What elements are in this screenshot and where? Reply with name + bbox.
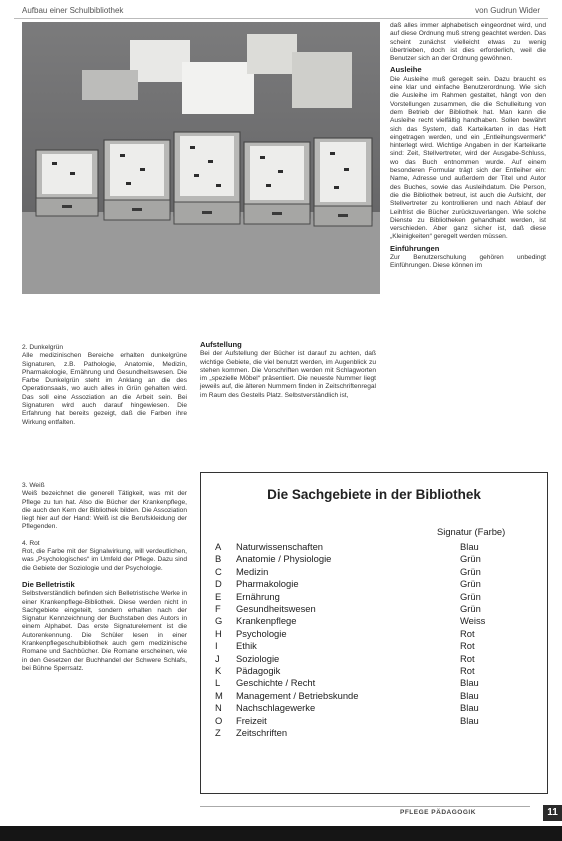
paragraph: Die Ausleihe muß geregelt sein. Dazu braucht es eine klar und einfache Benutzerordnung. Wie sich die Ausleihe im Rahmen gestaltet, hängt von den Vorstellungen zusammen, die die Schulleitung von dem Betrieb der Bibliothek hat. Man kann die Ausleihe recht vielfältig handhaben. Sollen bewährt sich das System, daß Karteikarten in das Heft eingetragen werden, und ein „Entleihungsvermerk“ hinterlegt wird. Wichtige Angaben in der Karteikarte sind: Zeit, Stellvertreter, wird der Ausgabe-Schluss, wo das Buch entnommen wurde. Auf einem besonderen Formular trägt sich der Entleiher ein: Name, Adresse und außerdem der Titel und Autor des Buches, sowie das Ausleihdatum. Die Person, die die Bibliothek betreut, ist auch die Aufsicht, der Stellvertreter zu kontrollieren und nach Ablauf der Leihfrist die Bücher zurückzuverlangen. Wie solche Dienste zu Bibliotheken gehandhabt werden, ist verschieden. Aber ganz sicher ist, daß diese „Kleinigkeiten“ geregelt werden müssen. <box>390 75 546 241</box>
row-signature-color: Blau <box>460 677 479 689</box>
row-signature-color: Rot <box>460 665 475 676</box>
row-subject: Ernährung <box>236 590 280 602</box>
row-subject: Ethik <box>236 640 257 652</box>
subject-areas-box <box>200 472 548 794</box>
row-subject: Medizin <box>236 565 269 577</box>
row-subject: Pharmakologie <box>236 578 299 590</box>
paragraph: Alle medizinischen Bereiche erhalten dunkelgrüne Signaturen, z.B. Pathologie, Anatomie, Medizin, Pharmakologie, Ernährung und Gesundheitswesen. Die Farbe Dunkelgrün steht im Anklang an die des Operationsaals, wo auch alles in Grün gehalten wird. Das soll eine Assoziation an die Arbeit sein. Bei Signaturen wird auch darauf hingewiesen. Die Erfahrung hat bereits gezeigt, daß die Farben ihre Wirkung entfalten. <box>22 352 187 426</box>
section-heading-aufstellung: Aufstellung <box>200 340 242 349</box>
right-column <box>390 22 546 271</box>
row-letter: D <box>215 578 222 590</box>
row-letter: K <box>215 665 222 676</box>
row-subject: Krankenpflege <box>236 615 297 627</box>
row-subject: Freizeit <box>236 714 267 726</box>
row-letter: G <box>215 615 223 627</box>
row-letter: I <box>215 640 218 652</box>
row-subject: Nachschlagewerke <box>236 702 316 714</box>
row-signature-color: Blau <box>460 689 479 701</box>
row-letter: C <box>215 565 222 577</box>
paragraph: Selbstverständlich befinden sich Belletristische Werke in einer Krankenpflege-Bibliothek. Diese werden nicht in Sachgebiete eingeteilt, sondern erhalten nach der Signatur Kennzeichnung der Buchstaben des Autors in einem Alphabet. Das erste Signaturelement ist die Autorenkennung. Die Schüler lesen in einer Krankenpflegeschulbibliothek auch gern medizinische Romane und Sachbücher. Die Romane erscheinen, wie in den Gesetzen der Buchhandel der Schwere Schlafs, bei Bühne Sperrsatz. <box>22 590 187 672</box>
color-coding-text-green <box>22 344 187 427</box>
paragraph-heading: 2. Dunkelgrün <box>22 344 64 351</box>
row-signature-color: Blau <box>460 541 479 552</box>
row-subject: Management / Betriebskunde <box>236 689 359 701</box>
row-signature-color: Blau <box>460 714 479 726</box>
row-signature-color: Rot <box>460 627 475 639</box>
left-column-lower <box>22 482 187 673</box>
row-letter: B <box>215 553 222 565</box>
row-signature-color: Rot <box>460 652 475 664</box>
header-rule <box>14 18 548 19</box>
row-signature-color: Grün <box>460 590 481 602</box>
row-subject: Naturwissenschaften <box>236 541 324 552</box>
signature-column-header: Signatur (Farbe) <box>437 526 506 537</box>
row-letter: L <box>215 677 221 689</box>
row-subject: Soziologie <box>236 652 280 664</box>
row-letter: Z <box>215 727 221 738</box>
footer-rule <box>200 806 530 807</box>
middle-column <box>200 338 376 400</box>
row-letter: M <box>215 689 223 701</box>
row-letter: J <box>215 652 220 664</box>
paragraph: Zur Benutzerschulung gehören unbedingt Einführungen. Diese können im <box>390 254 546 270</box>
section-heading-belletristik: Die Belletristik <box>22 579 75 589</box>
paragraph: Rot, die Farbe mit der Signalwirkung, will verdeutlichen, was „Psychologisches“ im Umfeld der Pflege. Dazu sind die Gebiete der Soziologie und der Psychologie. <box>22 548 187 572</box>
row-subject: Anatomie / Physiologie <box>236 553 332 565</box>
row-subject: Psychologie <box>236 627 287 639</box>
row-subject: Zeitschriften <box>236 727 288 738</box>
paragraph-heading: 3. Weiß <box>22 482 45 489</box>
row-signature-color: Grün <box>460 578 481 590</box>
journal-name: PFLEGE PÄDAGOGIK <box>400 809 476 816</box>
running-header-author: von Gudrun Wider <box>475 6 540 15</box>
row-signature-color: Grün <box>460 565 481 577</box>
row-letter: E <box>215 590 222 602</box>
bottom-dark-band <box>0 826 562 841</box>
row-signature-color: Grün <box>460 553 481 565</box>
paragraph: Weiß bezeichnet die generell Tätigkeit, was mit der Pflege zu tun hat. Also die Bücher der Krankenpflege, die auch den Kern der Bibliothek bilden. Die Assoziation liegt hier auf der Hand: Weiß ist die Berufskleidung der Pflegenden. <box>22 490 187 531</box>
paragraph: daß alles immer alphabetisch eingeordnet wird, und auf diese Ordnung muß streng geachtet werden. Das scheint zunächst vielleicht etwas zu wenig übertrieben, doch ist dies erforderlich, weil die Benutzer sich an der Ordnung gewöhnen. <box>390 22 546 63</box>
row-subject: Gesundheitswesen <box>236 603 316 614</box>
paragraph: Bei der Aufstellung der Bücher ist darauf zu achten, daß wichtige Gebiete, die viel benutzt werden, im Augenblick zu stehen kommen. Die Vorschriften werden mit Schlagworten im „spezielle Möbel“ präsentiert. Die neueste Nummer liegt jeweils auf, die älteren Nummern finden in Zeitschriftenregal im Raum des Gestells Platz. Selbstverständlich ist, <box>200 350 376 399</box>
paragraph-heading: 4. Rot <box>22 539 40 547</box>
row-letter: O <box>215 714 223 726</box>
row-letter: N <box>215 702 222 714</box>
row-letter: H <box>215 627 222 639</box>
row-letter: F <box>215 603 221 614</box>
row-signature-color: Rot <box>460 640 475 652</box>
row-subject: Pädagogik <box>236 665 281 676</box>
row-subject: Geschichte / Recht <box>236 677 316 689</box>
card-catalog-photo <box>22 22 380 294</box>
section-heading-ausleihe: Ausleihe <box>390 65 422 75</box>
page-number: 11 <box>543 805 562 821</box>
row-signature-color: Grün <box>460 603 481 614</box>
row-signature-color: Weiss <box>460 615 486 627</box>
section-heading-einfuehrungen: Einführungen <box>390 243 440 253</box>
box-title: Die Sachgebiete in der Bibliothek <box>267 487 481 502</box>
row-letter: A <box>215 541 222 552</box>
row-signature-color: Blau <box>460 702 479 714</box>
running-header-title: Aufbau einer Schulbibliothek <box>22 6 124 15</box>
